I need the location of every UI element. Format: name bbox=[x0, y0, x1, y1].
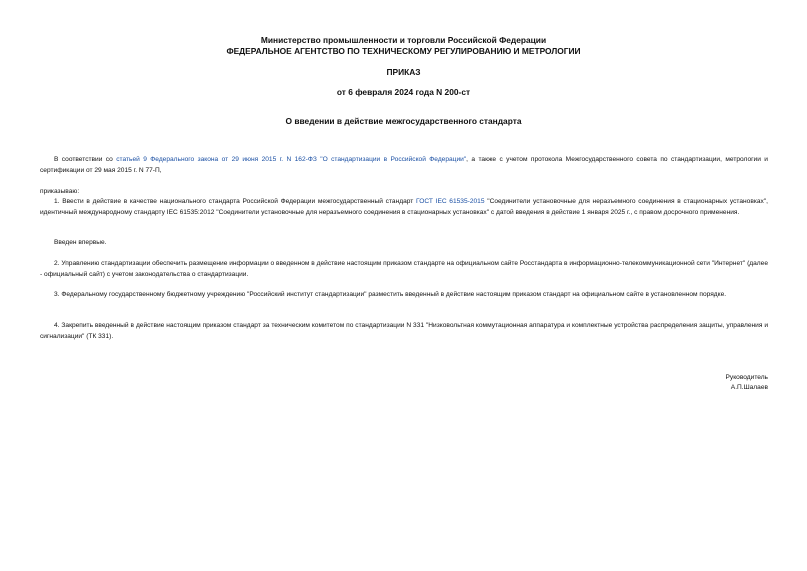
item-2-paragraph: 2. Управлению стандартизации обеспечить размещение информации о введенном в действие настоящим приказом стандарте на официальном сайте Росстандарта в информационно-телекоммуникационной сети "Интернет" (далее - официальный сайт) с учетом законодательства о стандартизации. bbox=[40, 260, 768, 278]
agency-name: ФЕДЕРАЛЬНОЕ АГЕНТСТВО ПО ТЕХНИЧЕСКОМУ РЕГУЛИРОВАНИЮ И МЕТРОЛОГИИ bbox=[226, 46, 581, 56]
document-type: ПРИКАЗ bbox=[386, 67, 421, 77]
item-1-text-before: 1. Ввести в действие в качестве национального стандарта Российской Федерации межгосударственный стандарт bbox=[54, 198, 416, 205]
introduced-first-note: Введен впервые. bbox=[54, 239, 107, 246]
document-subject: О введении в действие межгосударственного стандарта bbox=[285, 116, 522, 126]
ministry-name: Министерство промышленности и торговли Российской Федерации bbox=[260, 35, 547, 45]
intro-text-before: В соответствии со bbox=[54, 156, 117, 163]
federal-law-link[interactable]: статьей 9 Федерального закона от 29 июня 2015 г. N 162-ФЗ "О стандартизации в Российской Федерации" bbox=[116, 156, 467, 163]
item-4-paragraph: 4. Закрепить введенный в действие настоящим приказом стандарт за техническим комитетом по стандартизации N 331 "Низковольтная коммутационная аппаратура и комплектные устройства распределения защиты, управления и сигнализации" (ТК 331). bbox=[40, 322, 768, 340]
item-1-text-after: "Соединители установочные для неразъемного соединения в стационарных установках", идентичный международному стандарту IEC 61535:2012 "Соединители установочные для неразъемного соединения в стационарных установках" с датой введения в действие 1 января 2025 г., с правом досрочного применения. bbox=[40, 198, 768, 216]
order-word: приказываю: bbox=[40, 188, 80, 195]
gost-standard-link[interactable]: ГОСТ IEC 61535-2015 bbox=[416, 198, 485, 205]
document-date-number: от 6 февраля 2024 года N 200-ст bbox=[336, 87, 471, 97]
signatory-name: А.П.Шалаев bbox=[730, 384, 768, 391]
intro-text-after: , а также с учетом протокола Межгосударственного совета по стандартизации, метрологии и сертификации от 29 мая 2015 г. N 77-П, bbox=[40, 156, 768, 174]
item-1-paragraph bbox=[40, 197, 768, 218]
item-3-paragraph: 3. Федеральному государственному бюджетному учреждению "Российский институт стандартизации" разместить введенный в действие настоящим приказом стандарт на официальном сайте в установленном порядке. bbox=[54, 291, 727, 298]
intro-paragraph bbox=[40, 155, 768, 176]
signatory-title: Руководитель bbox=[725, 374, 768, 381]
